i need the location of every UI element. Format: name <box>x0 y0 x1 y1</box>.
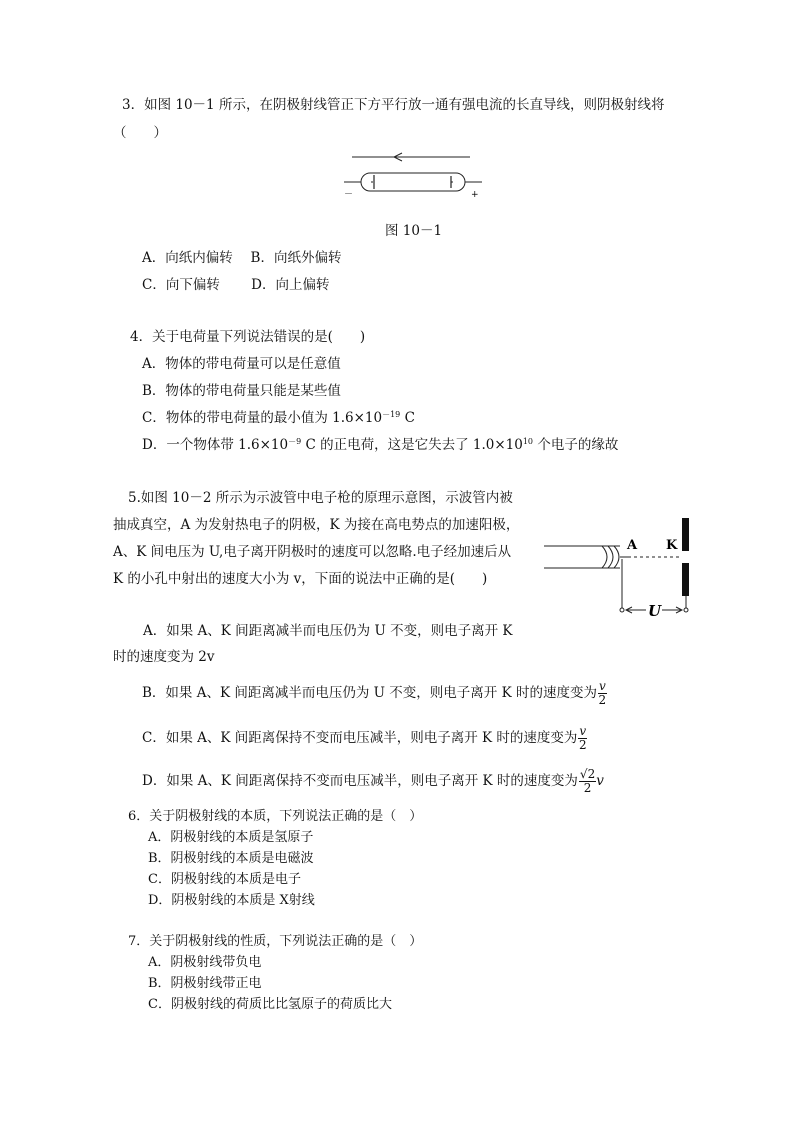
q5-option-a-line2: 时的速度变为 2v <box>113 649 215 665</box>
q5-line1: 5.如图 10－2 所示为示波管中电子枪的原理示意图，示波管内被 <box>128 490 513 506</box>
q6-option-b: B．阴极射线的本质是电磁波 <box>148 851 314 866</box>
q7-option-b: B．阴极射线带正电 <box>148 976 262 991</box>
q4-option-c: C．物体的带电荷量的最小值为 $1.6\times 10^{-19}$ C <box>142 410 415 426</box>
figure-plus-label: + <box>471 190 479 200</box>
q4-option-d: D．一个物体带 $1.6\times 10^{-9}$ C 的正电荷，这是它失去了 $1.0\times 10^{10}$ 个电子的缘故 <box>142 437 619 453</box>
q4-option-a: A．物体的带电荷量可以是任意值 <box>142 356 341 372</box>
q6-option-d: D．阴极射线的本质是 X射线 <box>148 893 315 908</box>
q3-figure-caption: 图 10－1 <box>385 223 443 239</box>
q5-option-b: B．如果 A、K 间距离减半而电压仍为 U 不变，则电子离开 K 时的速度变为 $\frac{v}{2}$ <box>142 679 607 707</box>
q3-options-row2: C．向下偏转 D．向上偏转 <box>142 277 330 293</box>
q6-option-c: C．阴极射线的本质是电子 <box>148 872 301 887</box>
q5-option-a-line1: A．如果 A、K 间距离减半而电压仍为 U 不变，则电子离开 K <box>143 623 513 639</box>
q3-stem: 3．如图 10－1 所示，在阴极射线管正下方平行放一通有强电流的长直导线，则阴极射线将 <box>122 97 665 113</box>
q6-option-a: A．阴极射线的本质是氢原子 <box>148 830 314 845</box>
q3-options-row1: A．向纸内偏转 B．向纸外偏转 <box>142 250 342 266</box>
q4-stem: 4．关于电荷量下列说法错误的是( ) <box>130 329 366 345</box>
figure-minus-label: － <box>344 190 354 200</box>
figure-label-u: U <box>648 602 662 620</box>
q6-stem: 6．关于阴极射线的本质，下列说法正确的是（ ） <box>128 809 423 824</box>
q7-option-a: A．阴极射线带负电 <box>148 955 262 970</box>
q5-line4: K 的小孔中射出的速度大小为 v，下面的说法中正确的是( ) <box>113 571 488 587</box>
q3-answer-paren: （ ） <box>113 125 167 141</box>
cathode-ray-tube-figure <box>340 146 490 206</box>
q7-option-c: C．阴极射线的荷质比比氢原子的荷质比大 <box>148 997 392 1012</box>
q4-option-b: B．物体的带电荷量只能是某些值 <box>142 383 341 399</box>
q5-option-d: D．如果 A、K 间距离保持不变而电压减半，则电子离开 K 时的速度变为 $\frac{√2}{2}$ v <box>142 767 604 795</box>
q7-stem: 7．关于阴极射线的性质，下列说法正确的是（ ） <box>128 934 423 949</box>
q5-line3: A、K 间电压为 U,电子离开阴极时的速度可以忽略.电子经加速后从 <box>113 544 512 560</box>
q5-line2: 抽成真空，A 为发射热电子的阴极，K 为接在高电势点的加速阳极， <box>113 517 520 533</box>
electron-gun-figure <box>540 514 700 626</box>
q5-option-c: C．如果 A、K 间距离保持不变而电压减半，则电子离开 K 时的速度变为 $\frac{v}{2}$ <box>142 724 587 752</box>
figure-label-a: A <box>627 538 638 553</box>
figure-label-k: K <box>666 538 678 553</box>
